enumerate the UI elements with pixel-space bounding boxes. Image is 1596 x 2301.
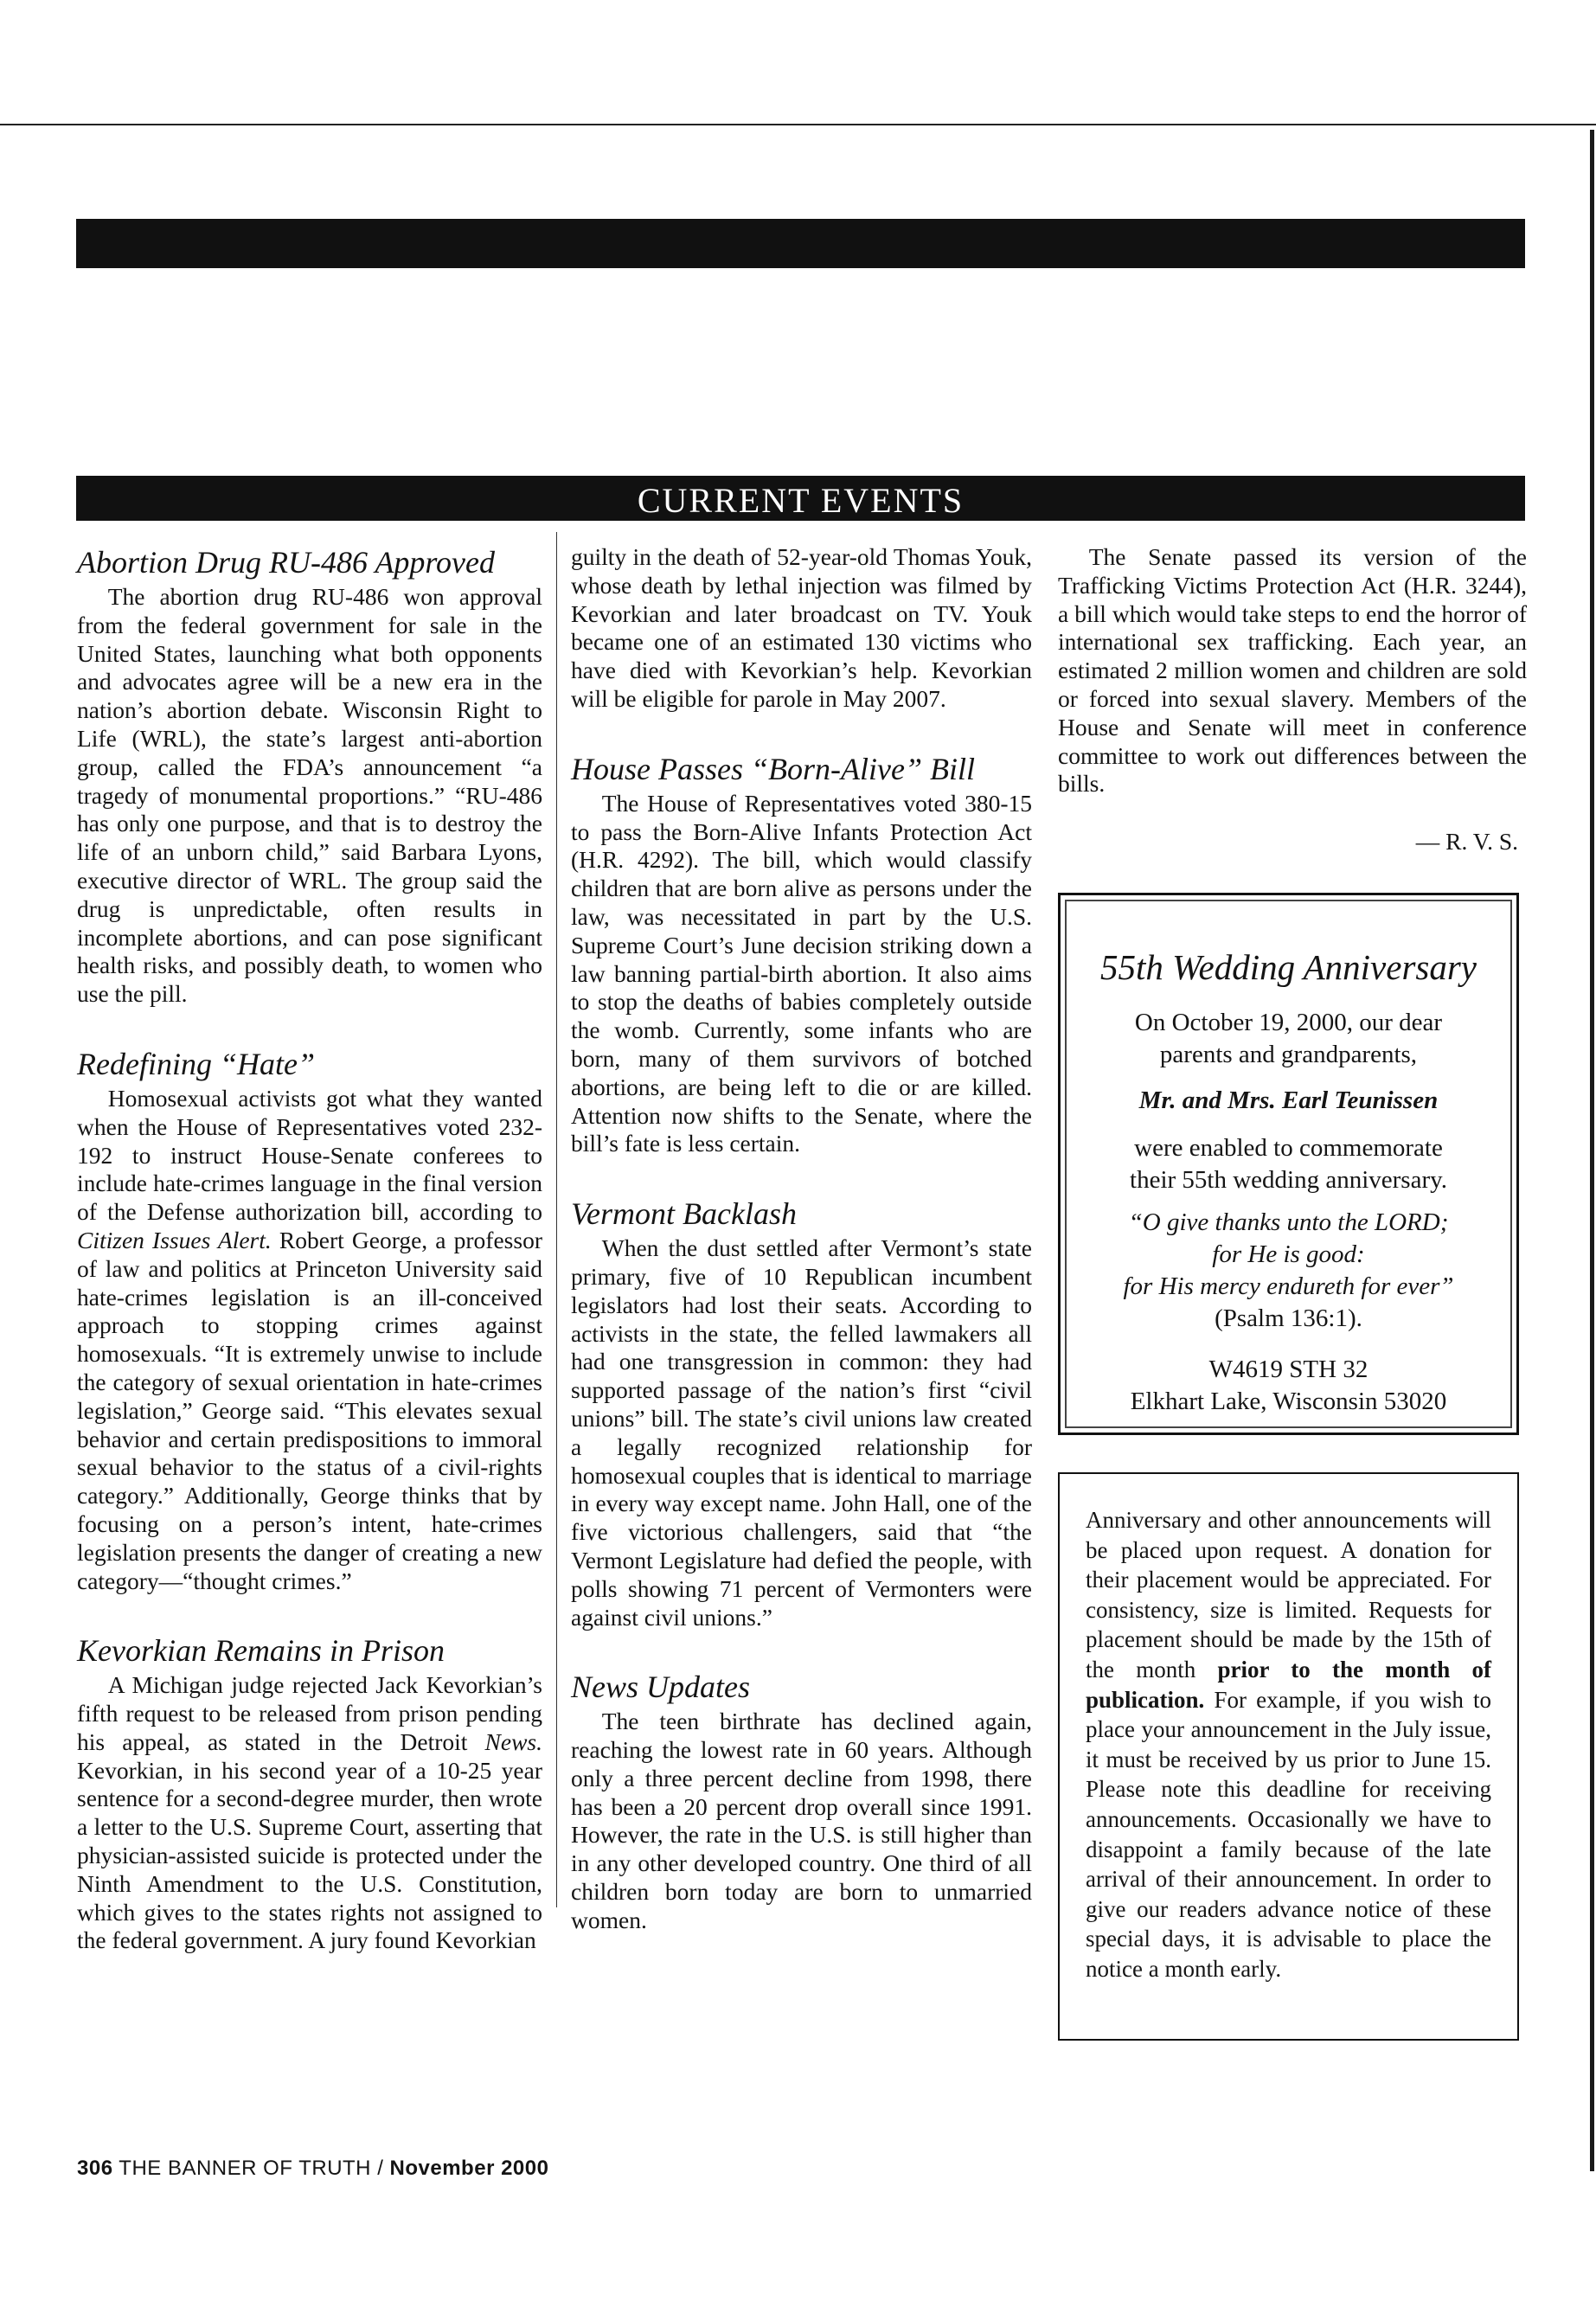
- page-number: 306: [77, 2157, 113, 2180]
- anniversary-text: their 55th wedding anniversary.: [1130, 1166, 1447, 1194]
- article-body-news-updates: The teen birthrate has declined again, reaching the lowest rate in 60 years. Although only a three percent decline from 1998, there has been a 20 percent drop overall since 1991. However, the rate in the U.S. is still higher than in any other developed country. One third of all children born today are born to unmarried women.: [571, 1708, 1032, 1933]
- author-signature: — R. V. S.: [1415, 828, 1518, 856]
- anniversary-text: parents and grandparents,: [1159, 1041, 1418, 1068]
- article-body-ru486: The abortion drug RU-486 won approval from the federal government for sale in the United States, launching what both opponents and advocates agree will be a new era in the nation’s abortion debate. Wisconsin Right to Life (WRL), the state’s largest anti-abortion group, called the FDA’s announcement “a tragedy of monumental proportions.” “RU-486 has only one purpose, and that is to destroy the life of an unborn child,” said Barbara Lyons, executive director of WRL. The group said the drug is unpredictable, often results in incomplete abortions, and can pose significant health risks, and possibly death, to women who use the pill.: [77, 583, 542, 1008]
- anniversary-title: 55th Wedding Anniversary: [1099, 947, 1477, 987]
- anniversary-text: were enabled to commemorate: [1134, 1134, 1443, 1162]
- scripture-citation: (Psalm 136:1).: [1215, 1304, 1362, 1332]
- footer-separator: /: [377, 2157, 384, 2180]
- top-rule: [0, 124, 1596, 125]
- anniversary-address: W4619 STH 32 Elkhart Lake, Wisconsin 53020: [1130, 1356, 1447, 1415]
- article-heading-born-alive: House Passes “Born-Alive” Bill: [571, 751, 975, 786]
- anniversary-announcement: [1058, 893, 1519, 1435]
- article-heading-ru486: Abortion Drug RU-486 Approved: [77, 545, 495, 580]
- column-2: [571, 543, 1032, 1935]
- article-body-senate: The Senate passed its version of the Trafficking Victims Protection Act (H.R. 3244), a bill which would take steps to end the horror of international sex trafficking. Each year, an estimated 2 million women and children are sold or forced into sexual slavery. Members of the House and Senate will meet in conference committee to work out differences between the bills.: [1058, 543, 1527, 798]
- source-citation: Citizen Issues Alert.: [77, 1226, 272, 1253]
- article-body-hate: Homosexual activists got what they wanted when the House of Representatives voted 232-192 to instruct House-Senate conferees to include hate-crimes language in the final version of the Defense authorization bill, according to Citizen Issues Alert. Robert George, a professor of law and politics at Princeton University said hate-crimes legislation is an ill-conceived approach to stopping crimes against homosexuals. “It is extremely unwise to include the category of sexual orientation in hate-crimes legislation,” George said. “This elevates sexual behavior and certain predispositions to immoral sexual behavior to the status of a civil-rights category.” Additionally, George thinks that by focusing on a person’s intent, hate-crimes legislation presents the danger of creating a new category—“thought crimes.”: [77, 1084, 542, 1594]
- section-title: CURRENT EVENTS: [637, 481, 965, 520]
- article-continued-kevorkian: guilty in the death of 52-year-old Thomas Youk, whose death by lethal injection was filmed by Kevorkian and later broadcast on TV. Youk became one of an estimated 130 victims who have died with Kevorkian’s help. Kevorkian will be eligible for parole in May 2007.: [571, 543, 1032, 712]
- anniversary-text: On October 19, 2000, our dear: [1134, 1009, 1443, 1036]
- publication-name: THE BANNER OF TRUTH: [119, 2157, 372, 2180]
- article-body-kevorkian: A Michigan judge rejected Jack Kevorkian’s fifth request to be released from prison pending his appeal, as stated in the Detroit News. Kevorkian, in his second year of a 10-25 year sentence for a second-degree murder, then wrote a letter to the U.S. Supreme Court, asserting that physician-assisted suicide is protected under the Ninth Amendment to the U.S. Constitution, which gives to the states rights not assigned to the federal government. A jury found Kevorkian: [77, 1671, 542, 1954]
- article-heading-vermont: Vermont Backlash: [571, 1196, 797, 1232]
- notice-emphasis: prior to the month of publication.: [1086, 1656, 1491, 1713]
- announcement-notice: Anniversary and other announcements will be placed upon request. A donation for their placement would be appreciated. For consistency, size is limited. Requests for placement should be made by the 15th of the month prior to the month of publication. For example, if you wish to place your announcement in the July issue, it must be received by us prior to June 15. Please note this deadline for receiving announcements. Occasionally we have to disappoint a family because of the late arrival of their announcement. In order to give our readers advance notice of these special days, it is advisable to place the notice a month early.: [1058, 1472, 1519, 2041]
- anniversary-frame: [1065, 900, 1512, 1428]
- anniversary-names: Mr. and Mrs. Earl Teunissen: [1138, 1086, 1439, 1114]
- article-body-vermont: When the dust settled after Vermont’s state primary, five of 10 Republican incumbent legislators had lost their seats. According to activists in the state, the felled lawmakers all had one transgression in common: they had supported passage of the nation’s first “civil unions” bill. The state’s civil unions law created a legally recognized relationship for homosexual couples that is identical to marriage in every way except name. John Hall, one of the five victorious challengers, said that “the Vermont Legislature had defied the people, with polls showing 71 percent of Vermonters were against civil unions.”: [571, 1234, 1032, 1631]
- page-edge: [1590, 130, 1594, 2171]
- article-heading-kevorkian: Kevorkian Remains in Prison: [77, 1633, 445, 1669]
- issue-date: November 2000: [389, 2157, 549, 2180]
- article-body-born-alive: The House of Representatives voted 380-15 to pass the Born-Alive Infants Protection Act (H.R. 4292). The bill, which would classify children that are born alive as persons under the law, was necessitated in part by the U.S. Supreme Court’s June decision striking down a law banning partial-birth abortion. It also aims to stop the deaths of babies completely outside the womb. Currently, some infants who are born, many of them survivors of botched abortions, are being left to die or are killed. Attention now shifts to the Senate, where the bill’s fate is less certain.: [571, 789, 1032, 1157]
- scripture-quote: “O give thanks unto the LORD; for He is good: for His mercy endureth for ever”: [1123, 1208, 1454, 1300]
- column-3: [1058, 543, 1527, 856]
- page-footer: [77, 2157, 548, 2181]
- article-heading-news-updates: News Updates: [571, 1670, 750, 1705]
- header-band: [76, 219, 1525, 268]
- column-1: [77, 543, 542, 1955]
- column-divider: [556, 532, 557, 1907]
- source-citation: News.: [484, 1727, 542, 1755]
- article-heading-hate: Redefining “Hate”: [77, 1046, 315, 1081]
- section-header: [76, 476, 1525, 521]
